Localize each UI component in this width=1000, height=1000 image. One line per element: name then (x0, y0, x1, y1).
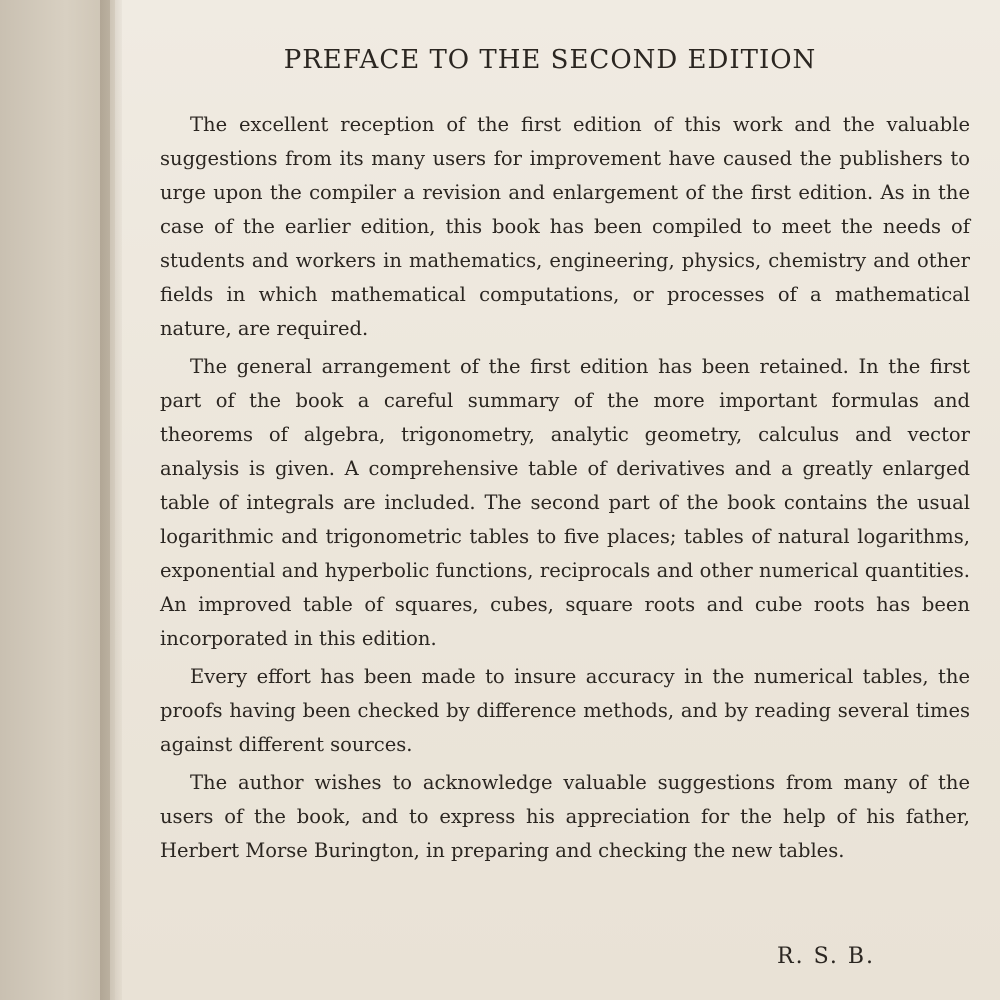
page-heading: PREFACE TO THE SECOND EDITION (283, 45, 817, 75)
preface-body (160, 108, 970, 872)
paragraph-3: Every effort has been made to insure accuracy in the numerical tables, the proofs having been checked by difference methods, and by reading several times against different sources. (160, 665, 970, 756)
left-page-edge (0, 0, 110, 1000)
signature-initials: R. S. B. (777, 944, 875, 969)
paragraph-1: The excellent reception of the first edition of this work and the valuable suggestions from its many users for improvement have caused the publishers to urge upon the compiler a revision and enlargement of the first edition. As in the case of the earlier edition, this book has been compiled to meet the needs of students and workers in mathematics, engineering, physics, chemistry and other fields in which mathematical computations, or processes of a mathematical nature, are required. (160, 113, 970, 340)
paragraph-2: The general arrangement of the first edition has been retained. In the first part of the book a careful summary of the more important formulas and theorems of algebra, trigonometry, analytic geometry, calculus and vector analysis is given. A comprehensive table of derivatives and a greatly enlarged table of integrals are included. The second part of the book contains the usual logarithmic and trigonometric tables to five places; tables of natural logarithms, exponential and hyperbolic functions, reciprocals and other numerical quantities. An improved table of squares, cubes, square roots and cube roots has been incorporated in this edition. (160, 355, 970, 650)
paragraph-4: The author wishes to acknowledge valuable suggestions from many of the users of the book, and to express his appreciation for the help of his father, Herbert Morse Burington, in preparing and checking the new tables. (160, 771, 970, 862)
book-gutter-shadow (100, 0, 122, 1000)
